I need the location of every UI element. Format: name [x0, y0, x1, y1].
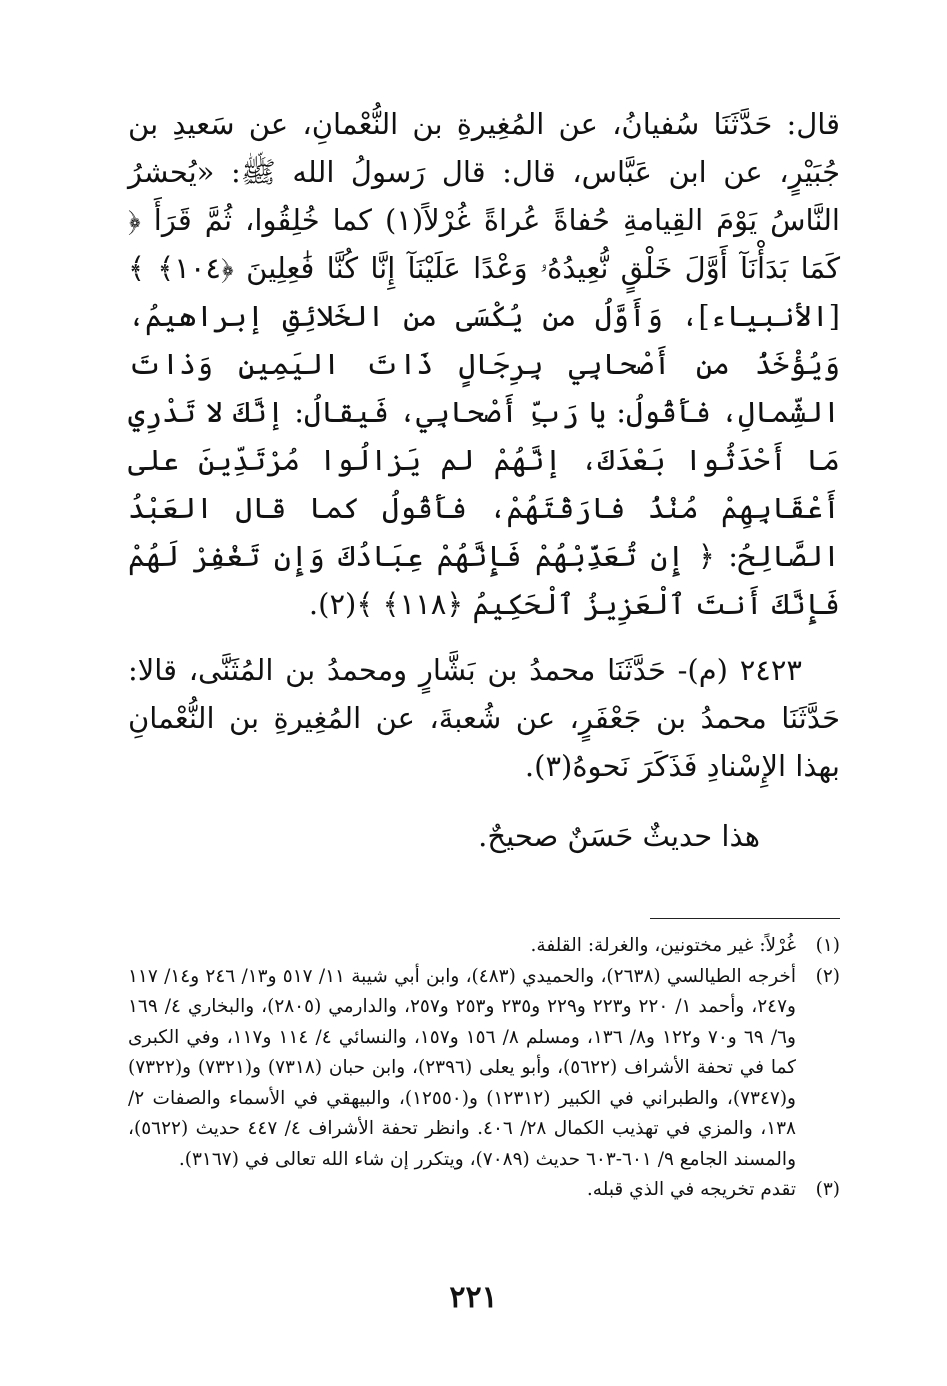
page-number: ٢٢١ [449, 1280, 498, 1315]
footnote-text: غُرْلاً: غير مختونين، والغرلة: القلفة. [530, 935, 796, 956]
footnote-2 [128, 962, 840, 1176]
footnote-number: (٢) [815, 965, 840, 987]
footnote-text: تقدم تخريجه في الذي قبله. [586, 1179, 796, 1200]
footnote-number: (١) [815, 935, 840, 956]
footnotes [128, 931, 840, 1206]
hadith-grade: هذا حديثٌ حَسَنٌ صحيحٌ. [478, 819, 760, 853]
hadith-paragraph-1: قال: حَدَّثَنَا سُفيانُ، عن المُغِيرةِ بن النُّعْمانِ، عن سَعيدِ بن جُبَيْرٍ، عن ابن عَبَّاس، قال: قال رَسولُ الله ﷺ: «يُحشرُ النَّاسُ يَوْمَ القِيامةِ حُفاةً عُراةً غُرْلاً(١) كما خُلِقُوا، ثُمَّ قَرَأَ ﴿ كَمَا بَدَأْنَآ أَوَّلَ خَلْقٍ نُّعِيدُهُۥ وَعْدًا عَلَيْنَآ إِنَّا كُنَّا فَٰعِلِينَ ﴿١٠٤﴾ ﴾ [الأنبياء]، وَأَوَّلُ من يُكْسَى من الخَلائِقِ إبراهيمُ، وَيُؤْخَذُ من أَصْحابِي بِرِجَالٍ ذَاتَ اليَمِينِ وَذاتَ الشِّمالِ، فأَقُولُ: يا رَبِّ أَصْحابِي، فَيقالُ: إنَّكَ لا تَدْرِي مَا أَحْدَثُوا بَعْدَكَ، إنَّهُمْ لم يَزالُوا مُرْتَدِّينَ على أَعْقَابِهِمْ مُنْذُ فارَقْتَهُمْ، فأَقُولُ كما قال العَبْدُ الصَّالِحُ: ﴿ إِن تُعَذِّبْهُمْ فَإِنَّهُمْ عِبَادُكَ وَإِن تَغْفِرْ لَهُمْ فَإِنَّكَ أَنتَ ٱلْعَزِيزُ ٱلْحَكِيمُ ﴿١١٨﴾ ﴾(٢). [128, 107, 840, 621]
page-content [128, 100, 840, 1206]
footnote-1 [128, 931, 840, 962]
hadith-paragraph-2: ٢٤٢٣ (م)- حَدَّثَنَا محمدُ بن بَشَّارٍ ومحمدُ بن المُثَنَّى، قالا: حَدَّثَنَا محمدُ بن جَعْفَرٍ، عن شُعبةَ، عن المُغِيرةِ بن النُّعْمانِ بهذا الإِسْنادِ فَذَكَرَ نَحوهُ(٣). [128, 653, 840, 783]
footnote-separator [650, 918, 840, 919]
footnote-3 [128, 1175, 840, 1206]
footnote-text: أخرجه الطيالسي (٢٦٣٨)، والحميدي (٤٨٣)، وابن أبي شيبة ١١/ ٥١٧ و١٣/ ٢٤٦ و١٤/ ١١٧ و٢٤٧، وأحمد ١/ ٢٢٠ و٢٢٣ و٢٢٩ و٢٣٥ و٢٥٣ و٢٥٧، والدارمي (٢٨٠٥)، والبخاري ٤/ ١٦٩ و٦/ ٦٩ و٧٠ و١٢٢ و٨/ ١٣٦، ومسلم ٨/ ١٥٦ و١٥٧، والنسائي ٤/ ١١٤ و١١٧، وفي الكبرى كما في تحفة الأشراف (٥٦٢٢)، وأبو يعلى (٢٣٩٦)، وابن حبان (٧٣١٨) و(٧٣٢١) و(٧٣٢٢) و(٧٣٤٧)، والطبراني في الكبير (١٢٣١٢) و(١٢٥٥٠)، والبيهقي في الأسماء والصفات ٢/ ١٣٨، والمزي في تهذيب الكمال ٢٨/ ٤٠٦. وانظر تحفة الأشراف ٤/ ٤٤٧ حديث (٥٦٢٢)، والمسند الجامع ٩/ ٦٠١-٦٠٣ حديث (٧٠٨٩)، ويتكرر إن شاء الله تعالى في (٣١٦٧). [128, 965, 796, 1170]
main-text [128, 100, 840, 860]
footnote-number: (٣) [815, 1179, 840, 1200]
